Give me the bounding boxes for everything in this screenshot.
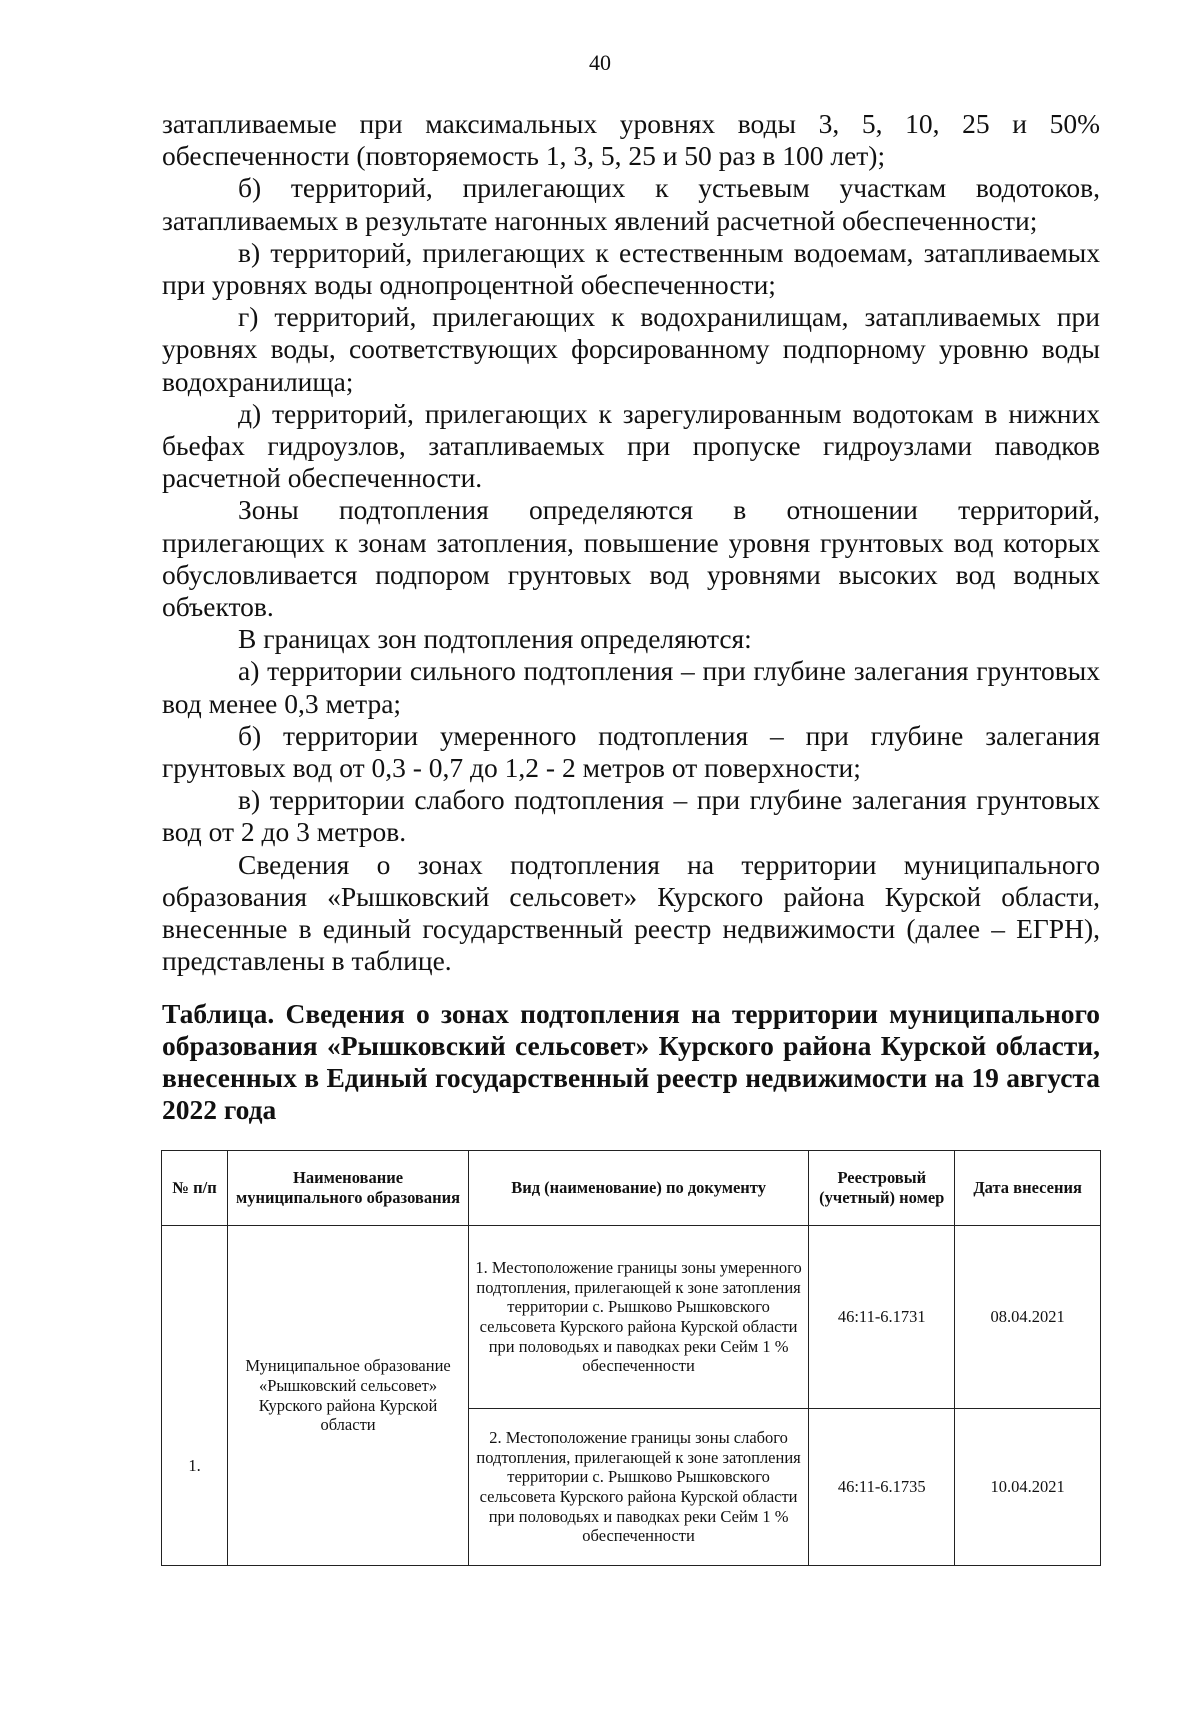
paragraph: б) территории умеренного подтопления – при глубине залегания грунтовых вод от 0,3 - 0,7 до 1,2 - 2 метров от поверхности; <box>162 719 1100 784</box>
header-registry: Реестровый (учетный) номер <box>809 1151 955 1226</box>
table-header-row <box>162 1151 1101 1226</box>
header-kind: Вид (наименование) по документу <box>468 1151 808 1226</box>
kind-cell: 1. Местоположение границы зоны умеренного подтопления, прилегающей к зоне затопления территории с. Рышково Рышковского сельсовета Курского района Курской области при половодьях и паводках реки Сейм 1 % обеспеченности <box>468 1226 808 1409</box>
header-municipality: Наименование муниципального образования <box>228 1151 469 1226</box>
page-number: 40 <box>589 50 611 75</box>
paragraph: в) территорий, прилегающих к естественным водоемам, затапливаемых при уровнях воды однопроцентной обеспеченности; <box>162 236 1100 301</box>
paragraph: в) территории слабого подтопления – при глубине залегания грунтовых вод от 2 до 3 метров. <box>162 784 1100 848</box>
table-row <box>162 1226 1101 1409</box>
paragraph: а) территории сильного подтопления – при глубине залегания грунтовых вод менее 0,3 метра; <box>162 655 1100 719</box>
registry-cell: 46:11-6.1735 <box>809 1409 955 1566</box>
kind-cell: 2. Местоположение границы зоны слабого подтопления, прилегающей к зоне затопления территории с. Рышково Рышковского сельсовета Курского района Курской области при половодьях и паводках реки Сейм 1 % обеспеченности <box>468 1409 808 1566</box>
paragraph: В границах зон подтопления определяются: <box>238 623 752 655</box>
paragraph: д) территорий, прилегающих к зарегулированным водотокам в нижних бьефах гидроузлов, затапливаемых при пропуске гидроузлами паводков расчетной обеспеченности. <box>162 397 1100 494</box>
paragraph: Зоны подтопления определяются в отношении территорий, прилегающих к зонам затопления, повышение уровня грунтовых вод которых обусловливается подпором грунтовых вод уровнями высоких вод водных объектов. <box>162 494 1100 623</box>
row-number: 1. <box>188 1455 201 1475</box>
date-cell: 08.04.2021 <box>955 1226 1101 1409</box>
body-text <box>162 108 1100 977</box>
table-caption: Таблица. Сведения о зонах подтопления на территории муниципального образования «Рышковский сельсовет» Курского района Курской области, внесенных в Единый государственный реестр недвижимости на 19 августа 2022 года <box>162 998 1100 1125</box>
paragraph: Сведения о зонах подтопления на территории муниципального образования «Рышковский сельсовет» Курского района Курской области, внесенные в единый государственный реестр недвижимости (далее – ЕГРН), представлены в таблице. <box>162 848 1100 977</box>
row-number-cell <box>162 1226 228 1566</box>
paragraph: г) территорий, прилегающих к водохранилищам, затапливаемых при уровнях воды, соответствующих форсированному подпорному уровню воды водохранилища; <box>162 301 1100 397</box>
municipality-cell: Муниципальное образование «Рышковский сельсовет» Курского района Курской области <box>228 1226 469 1566</box>
date-cell: 10.04.2021 <box>955 1409 1101 1566</box>
header-num: № п/п <box>162 1151 228 1226</box>
registry-cell: 46:11-6.1731 <box>809 1226 955 1409</box>
flood-zones-table <box>161 1150 1101 1566</box>
header-date: Дата внесения <box>955 1151 1101 1226</box>
paragraph: затапливаемые при максимальных уровнях воды 3, 5, 10, 25 и 50% обеспеченности (повторяемость 1, 3, 5, 25 и 50 раз в 100 лет); <box>162 108 1100 172</box>
paragraph: б) территорий, прилегающих к устьевым участкам водотоков, затапливаемых в результате нагонных явлений расчетной обеспеченности; <box>162 172 1100 236</box>
